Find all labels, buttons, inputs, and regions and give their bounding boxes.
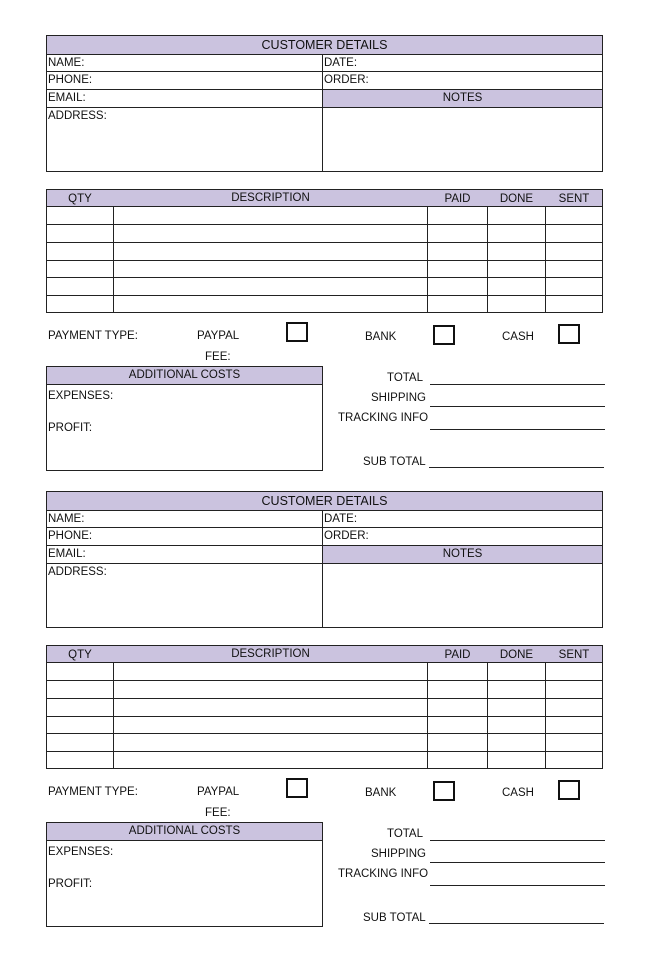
- col-header-qty: QTY: [68, 193, 92, 205]
- notes-label: NOTES: [442, 92, 483, 104]
- bank-checkbox[interactable]: [433, 781, 455, 801]
- sub-total-label: SUB TOTAL: [363, 456, 426, 468]
- shipping-input-line[interactable]: [430, 862, 605, 863]
- tracking-info-input-line[interactable]: [430, 885, 605, 886]
- notes-area[interactable]: [323, 564, 602, 627]
- paypal-checkbox[interactable]: [286, 322, 308, 342]
- sub-total-input-line[interactable]: [429, 467, 604, 468]
- total-input-line[interactable]: [430, 840, 605, 841]
- name-field[interactable]: NAME:: [48, 513, 85, 525]
- fee-label: FEE:: [205, 351, 231, 363]
- expenses-field[interactable]: EXPENSES:: [48, 846, 114, 858]
- total-input-line[interactable]: [430, 384, 605, 385]
- profit-field[interactable]: PROFIT:: [48, 878, 93, 890]
- paypal-label: PAYPAL: [197, 330, 240, 342]
- order-field[interactable]: ORDER:: [324, 74, 369, 86]
- notes-area[interactable]: [323, 108, 602, 171]
- shipping-label: SHIPPING: [371, 848, 426, 860]
- bank-label: BANK: [365, 331, 397, 343]
- address-field[interactable]: ADDRESS:: [48, 110, 107, 122]
- bank-label: BANK: [365, 787, 397, 799]
- additional-costs-title: ADDITIONAL COSTS: [128, 825, 241, 837]
- fee-label: FEE:: [205, 807, 231, 819]
- total-label: TOTAL: [387, 372, 423, 384]
- cash-checkbox[interactable]: [558, 780, 580, 800]
- order-field[interactable]: ORDER:: [324, 530, 369, 542]
- col-header-description: DESCRIPTION: [231, 192, 310, 204]
- sub-total-label: SUB TOTAL: [363, 912, 426, 924]
- notes-label: NOTES: [442, 548, 483, 560]
- date-field[interactable]: DATE:: [324, 57, 358, 69]
- paypal-checkbox[interactable]: [286, 778, 308, 798]
- col-header-sent: SENT: [558, 193, 590, 205]
- sub-total-input-line[interactable]: [429, 923, 604, 924]
- paypal-label: PAYPAL: [197, 786, 240, 798]
- col-header-qty: QTY: [68, 649, 92, 661]
- tracking-info-label: TRACKING INFO: [338, 412, 429, 424]
- payment-type-label: PAYMENT TYPE:: [48, 786, 138, 798]
- cash-label: CASH: [502, 787, 534, 799]
- cash-checkbox[interactable]: [558, 324, 580, 344]
- email-field[interactable]: EMAIL:: [48, 548, 86, 560]
- address-field[interactable]: ADDRESS:: [48, 566, 107, 578]
- tracking-info-label: TRACKING INFO: [338, 868, 429, 880]
- additional-costs-title: ADDITIONAL COSTS: [128, 369, 241, 381]
- expenses-field[interactable]: EXPENSES:: [48, 390, 114, 402]
- col-header-description: DESCRIPTION: [231, 648, 310, 660]
- tracking-info-input-line[interactable]: [430, 429, 605, 430]
- phone-field[interactable]: PHONE:: [48, 530, 93, 542]
- payment-type-label: PAYMENT TYPE:: [48, 330, 138, 342]
- email-field[interactable]: EMAIL:: [48, 92, 86, 104]
- customer-details-title: CUSTOMER DETAILS: [261, 494, 388, 508]
- shipping-input-line[interactable]: [430, 406, 605, 407]
- phone-field[interactable]: PHONE:: [48, 74, 93, 86]
- bank-checkbox[interactable]: [433, 325, 455, 345]
- name-field[interactable]: NAME:: [48, 57, 85, 69]
- col-header-done: DONE: [499, 193, 534, 205]
- col-header-done: DONE: [499, 649, 534, 661]
- cash-label: CASH: [502, 331, 534, 343]
- date-field[interactable]: DATE:: [324, 513, 358, 525]
- col-header-paid: PAID: [444, 649, 471, 661]
- total-label: TOTAL: [387, 828, 423, 840]
- shipping-label: SHIPPING: [371, 392, 426, 404]
- col-header-paid: PAID: [444, 193, 471, 205]
- col-header-sent: SENT: [558, 649, 590, 661]
- profit-field[interactable]: PROFIT:: [48, 422, 93, 434]
- customer-details-title: CUSTOMER DETAILS: [261, 38, 388, 52]
